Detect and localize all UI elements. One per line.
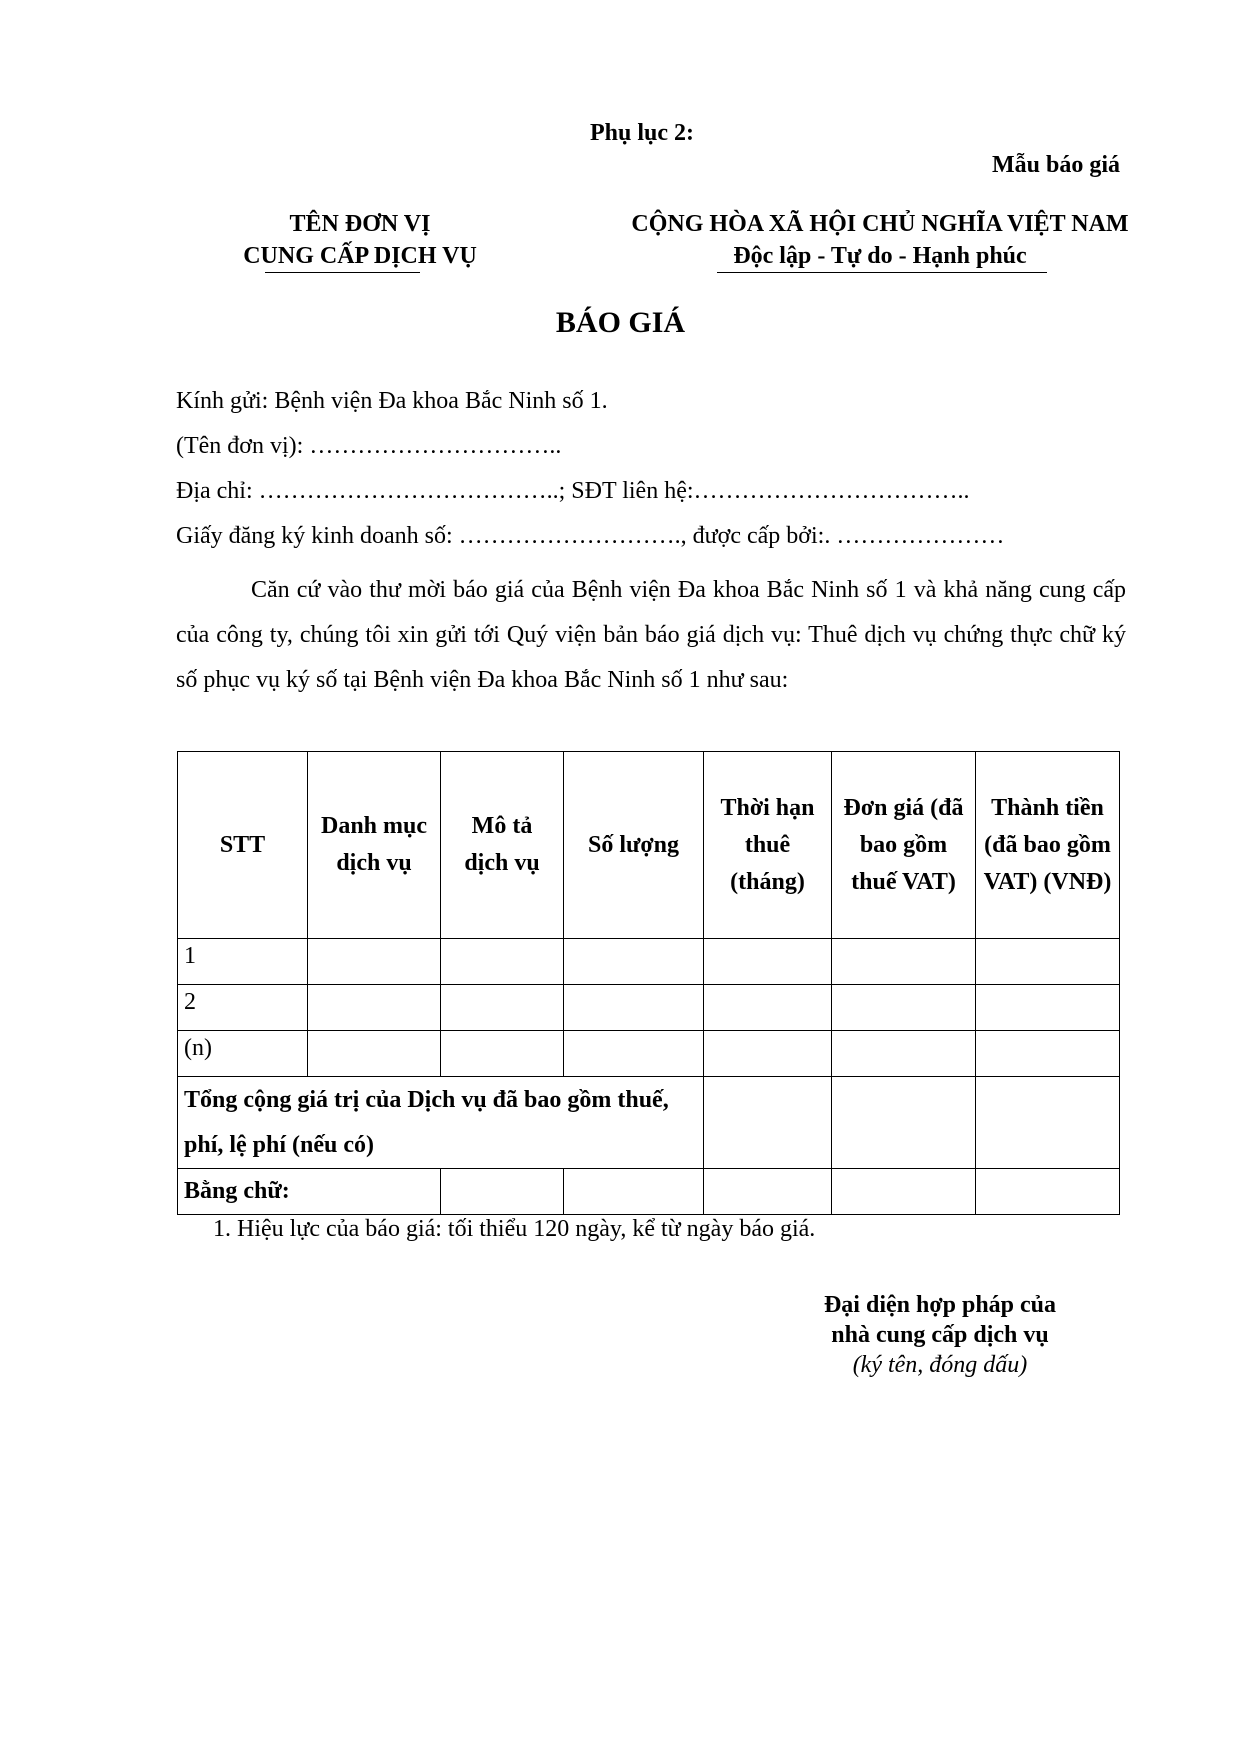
table-row — [178, 939, 1120, 985]
table-cell — [308, 939, 441, 985]
total-row — [178, 1077, 1120, 1169]
header-service-description: Mô tả dịch vụ — [441, 752, 564, 939]
org-name-line-1: TÊN ĐƠN VỊ — [289, 211, 431, 237]
form-label: Mẫu báo giá — [991, 152, 1120, 178]
table-cell — [976, 939, 1120, 985]
table-cell — [704, 939, 832, 985]
table-cell — [976, 985, 1120, 1031]
org-underline — [265, 272, 420, 273]
signature-block — [760, 1290, 1120, 1380]
signature-title-line-2: nhà cung cấp dịch vụ — [831, 1322, 1049, 1348]
signature-instruction: (ký tên, đóng dấu) — [852, 1352, 1028, 1378]
country-name: CỘNG HÒA XÃ HỘI CHỦ NGHĨA VIỆT NAM — [631, 211, 1129, 237]
table-cell — [976, 1031, 1120, 1077]
unit-name-field: (Tên đơn vị): ………………………….. — [176, 433, 562, 459]
table-cell — [976, 1077, 1120, 1169]
table-cell — [441, 939, 564, 985]
table-cell — [832, 1031, 976, 1077]
table-row — [178, 985, 1120, 1031]
header-total-amount: Thành tiền (đã bao gồm VAT) (VNĐ) — [976, 752, 1120, 939]
table-cell — [308, 985, 441, 1031]
table-cell — [832, 939, 976, 985]
organization-block — [190, 208, 530, 272]
header-quantity: Số lượng — [564, 752, 704, 939]
table-cell — [832, 1077, 976, 1169]
table-cell — [704, 1169, 832, 1215]
header-service-category: Danh mục dịch vụ — [308, 752, 441, 939]
total-label: Tổng cộng giá trị của Dịch vụ đã bao gồm thuế, phí, lệ phí (nếu có) — [178, 1077, 704, 1169]
header-rental-period: Thời hạn thuê (tháng) — [704, 752, 832, 939]
table-cell — [441, 1031, 564, 1077]
table-cell — [564, 1169, 704, 1215]
address-field: Địa chỉ: ………………………………..; SĐT liên hệ:…………………………….. — [176, 478, 970, 504]
table-header-row — [178, 752, 1120, 939]
business-license-field: Giấy đăng ký kinh doanh số: ………………………., được cấp bởi:. ………………… — [176, 523, 1005, 549]
table-cell — [308, 1031, 441, 1077]
row-number: 1 — [178, 939, 308, 985]
recipient-line: Kính gửi: Bệnh viện Đa khoa Bắc Ninh số 1. — [176, 388, 608, 414]
table-cell — [704, 1077, 832, 1169]
header-unit-price: Đơn giá (đã bao gồm thuế VAT) — [832, 752, 976, 939]
signature-title-line-1: Đại diện hợp pháp của — [823, 1292, 1057, 1318]
table-cell — [441, 985, 564, 1031]
row-number: 2 — [178, 985, 308, 1031]
appendix-label: Phụ lục 2: — [590, 120, 695, 146]
header-stt: STT — [178, 752, 308, 939]
quote-table — [177, 751, 1120, 1215]
org-name-line-2: CUNG CẤP DỊCH VỤ — [243, 243, 477, 269]
document-title: BÁO GIÁ — [555, 306, 686, 339]
row-number: (n) — [178, 1031, 308, 1077]
table-row — [178, 1031, 1120, 1077]
table-cell — [976, 1169, 1120, 1215]
motto-underline — [717, 272, 1047, 273]
table-cell — [441, 1169, 564, 1215]
intro-paragraph: Căn cứ vào thư mời báo giá của Bệnh viện Đa khoa Bắc Ninh số 1 và khả năng cung cấp của công ty, chúng tôi xin gửi tới Quý viện bản báo giá dịch vụ: Thuê dịch vụ chứng thực chữ ký số phục vụ ký số tại Bệnh viện Đa khoa Bắc Ninh số 1 như sau: — [176, 577, 1126, 693]
amount-in-words-label: Bằng chữ: — [178, 1169, 441, 1215]
table-cell — [832, 985, 976, 1031]
national-motto: Độc lập - Tự do - Hạnh phúc — [733, 243, 1027, 269]
amount-in-words-row — [178, 1169, 1120, 1215]
table-cell — [564, 1031, 704, 1077]
table-cell — [704, 1031, 832, 1077]
table-cell — [832, 1169, 976, 1215]
national-header — [590, 208, 1170, 272]
table-cell — [564, 985, 704, 1031]
table-cell — [704, 985, 832, 1031]
table-cell — [564, 939, 704, 985]
validity-note: 1. Hiệu lực của báo giá: tối thiểu 120 ngày, kể từ ngày báo giá. — [213, 1216, 816, 1242]
